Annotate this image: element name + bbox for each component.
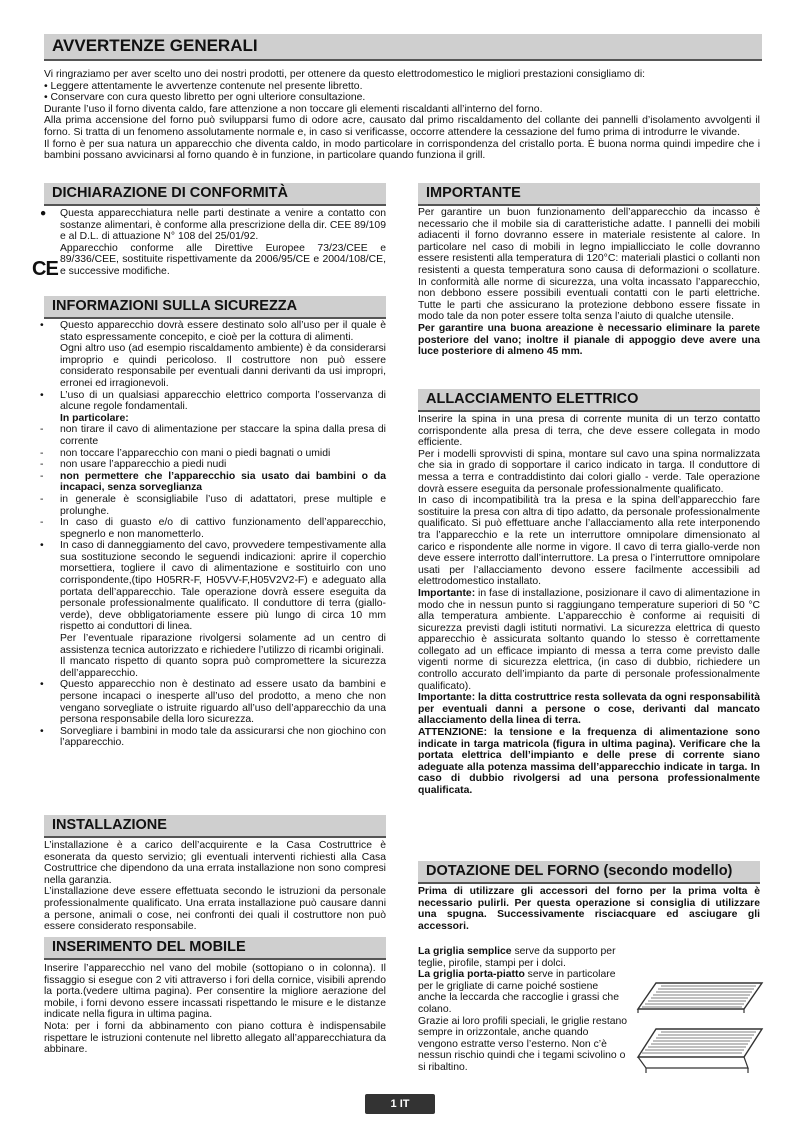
bullet-mark: • (40, 320, 44, 331)
allacciamento-paragraph: Importante: la ditta costruttrice resta sollevata da ogni responsabilità per eventuali danni a persone o cose, derivanti dal mancato allacciamento della linea di terra. (418, 692, 760, 727)
section-heading-sicurezza: INFORMAZIONI SULLA SICUREZZA (44, 296, 386, 319)
griglia-label: La griglia semplice (418, 946, 512, 957)
intro-line: • Leggere attentamente le avvertenze contenute nel presente libretto. (44, 80, 363, 92)
intro-line: • Conservare con cura questo libretto per ogni ulteriore consultazione. (44, 92, 366, 104)
sicurezza-item: Questo apparecchio dovrà essere destinato solo all’uso per il quale è stato espressamente concepito, e cioè per la cottura di alimenti. (60, 320, 386, 343)
importante-paragraph: Per garantire una buona areazione è necessario eliminare la parete posteriore del vano; inoltre il pianale di appoggio deve avere una luce posteriore di almeno 45 mm. (418, 322, 760, 358)
dotazione-intro (418, 886, 760, 932)
page-title: AVVERTENZE GENERALI (44, 34, 762, 61)
dotazione-paragraph: Prima di utilizzare gli accessori del forno per la prima volta è necessario pulirli. Per questa operazione si consiglia di utilizzare una spugna. Successivamente risciacquare ed asciugare gli accessori. (418, 886, 760, 932)
importante-text (418, 207, 760, 358)
conformita-paragraph: Questa apparecchiatura nelle parti destinate a venire a contatto con sostanze alimentari, è conforme alla prescrizione della dir. CEE 89/109 e al D.L. di attuazione N° 108 del 25/01/92. (60, 208, 386, 243)
griglia-label: La griglia porta-piatto (418, 969, 525, 981)
sicurezza-item: Per l’eventuale riparazione rivolgersi solamente ad un centro di assistenza tecnica autorizzato e richiedere l’utilizzo di ricambi originali. (60, 633, 386, 656)
griglia-text: serve in particolare per le grigliate di carne poiché sostiene anche la leccarda che raccoglie i grassi che colano. (418, 969, 619, 1015)
intro-line: Alla prima accensione del forno può svilupparsi fumo di odore acre, causato dal primo riscaldamento del collante dei pannelli d’isolamento avvolgenti il forno. Si tratta di un fenomeno assolutamente normale e, in caso si verificasse, occorre attendere la cessazione del fumo prima di introdurre le vivande. (44, 115, 760, 138)
sicurezza-item: Ogni altro uso (ad esempio riscaldamento ambiente) è da considerarsi improprio e quindi pericoloso. Il costruttore non può essere considerato responsabile per eventuali danni derivanti da usi impropri, erronei ed irragionevoli. (60, 343, 386, 389)
section-heading-conformita: DICHIARAZIONE DI CONFORMITÀ (44, 183, 386, 206)
allacciamento-paragraph: in fase di installazione, posizionare il cavo di alimentazione in modo che in nessun punto si raggiungano temperature superiori di 50 °C alla temperatura ambiente. L’apparecchio è conforme ai requisiti di sicurezza previsti dagli istituti normativi. La sicurezza elettrica di questo apparecchio è assicurata soltanto quando lo stesso è correttamente collegato ad un efficace impianto di messa a terra come previsto dalle vigenti norme di sicurezza elettrica, (in caso di dubbio, richiedere un controllo accurato dell’impianto da parte di personale professionalmente qualificato). (418, 587, 760, 692)
sicurezza-item: in generale è sconsigliabile l’uso di adattatori, prese multiple e prolunghe. (60, 493, 386, 517)
sicurezza-item: Il mancato rispetto di quanto sopra può compromettere la sicurezza dell’apparecchio. (60, 656, 386, 679)
mobile-paragraph: Nota: per i forni da abbinamento con piano cottura è indispensabile rispettare le istruzioni contenute nel libretto allegato all’apparecchiatura da abbinare. (44, 1020, 386, 1056)
sicurezza-item: In caso di danneggiamento del cavo, provvedere tempestivamente alla sua sostituzione secondo le seguendi indicazioni: aprire il coperchio morsettiera, togliere il cavo di alimentazione e sostituirlo con uno corrispondente,(tipo H05RR-F, H05VV-F,H05V2V2-F) e adeguato alla portata dell’apparecchio. Tale operazione dovrà essere eseguita da personale professionalmente qualificato. Il conduttore di terra (giallo-verde), deve obbligatoriamente essere più lungo di circa 10 mm rispetto ai conduttori di linea. (60, 540, 386, 633)
bullet-mark: ● (40, 208, 47, 219)
conformita-paragraph: Apparecchio conforme alle Direttive Europee 73/23/CEE e 89/336/CEE, sostituite rispettivamente da 2006/95/CE e 2004/108/CE, e successive modifiche. (60, 242, 386, 277)
bullet-mark: • (40, 679, 44, 691)
section-heading-importante: IMPORTANTE (418, 183, 760, 206)
allacciamento-paragraph: Per i modelli sprovvisti di spina, montare sul cavo una spina normalizzata che sia in grado di sopportare il carico indicato in targa. Il conduttore di messa a terra e contraddistinto dai colori giallo - verde. Tale operazione dovrà essere eseguita da personale professionalmente qualificato. (418, 448, 760, 495)
intro-line: Vi ringraziamo per aver scelto uno dei nostri prodotti, per ottenere da questo elettrodomestico le migliori prestazioni consigliamo di: (44, 69, 646, 80)
sicurezza-item: L’uso di un qualsiasi apparecchio elettrico comporta l’osservanza di alcune regole fondamentali. (60, 389, 386, 413)
bullet-mark: • (40, 725, 44, 737)
griglia-text: Grazie ai loro profili speciali, le griglie restano sempre in orizzontale, anche quando vengono estratte verso l’esterno. Non c’è nessun rischio quindi che i tegami scivolino o si ribaltino. (418, 1015, 628, 1073)
intro-line: Il forno è per sua natura un apparecchio che diventa caldo, in modo particolare in corrispondenza del cristallo porta. È buona norma quindi impedire che i bambini possano avvicinarsi al forno quando è in funzione, in particolare quando funziona il grill. (44, 138, 760, 162)
ce-mark-icon: CE (32, 258, 58, 280)
intro-line: Durante l’uso il forno diventa caldo, fare attenzione a non toccare gli elementi riscaldanti all’interno del forno. (44, 103, 543, 115)
dash-mark: - (40, 470, 44, 482)
sicurezza-item: In caso di guasto e/o di cattivo funzionamento dell’apparecchio, spegnerlo e non manometterlo. (60, 517, 386, 540)
allacciamento-paragraph: Inserire la spina in una presa di corrente munita di un terzo contatto corrispondente alla presa di terra, che deve essere collegata in modo efficiente. (418, 414, 760, 449)
conformita-text (40, 208, 386, 278)
plate-holder-grill-icon (636, 1026, 764, 1076)
section-heading-allacciamento: ALLACCIAMENTO ELETTRICO (418, 389, 760, 412)
sicurezza-item: non toccare l’apparecchio con mani o piedi bagnati o umidi (60, 447, 331, 459)
allacciamento-paragraph: In caso di incompatibilità tra la presa e la spina dell’apparecchio fare sostituire la presa con altra di tipo adatto, da personale professionalmente qualificato. Si può effettuare anche l’allacciamento alla rete interponendo tra l’apparecchio e la rete un interruttore omnipolare dimensionato al carico e rispondente alle norme in vigore. Il cavo di terra giallo-verde non deve essere interrotto dall’interruttore. La presa o l’interruttore omnipolare usati per l’allacciamento devono essere facilmente accessibili ad elettrodomestico installato. (418, 495, 760, 588)
sicurezza-item: In particolare: (60, 412, 129, 424)
installazione-text (44, 840, 386, 933)
sicurezza-item: non permettere che l’apparecchio sia usato dai bambini o da incapaci, senza sorveglianza (60, 470, 386, 494)
mobile-text (44, 963, 386, 1056)
allacciamento-label: Importante: (418, 587, 476, 599)
dash-mark: - (40, 459, 44, 471)
bullet-mark: • (40, 389, 44, 401)
section-heading-dotazione: DOTAZIONE DEL FORNO (secondo modello) (418, 861, 760, 884)
sicurezza-item: Questo apparecchio non è destinato ad essere usato da bambini e persone incapaci o inesperte all’uso del prodotto, a meno che non vengano sorvegliate o istruite riguardo all’uso dell’apparecchio da una persona responsabile della loro sicurezza. (60, 679, 386, 726)
griglia-text: serve da supporto per teglie, pirofile, stampi per i dolci. (418, 946, 616, 969)
dash-mark: - (40, 447, 44, 459)
intro-text (44, 69, 760, 162)
allacciamento-text (418, 414, 760, 797)
sicurezza-item: non tirare il cavo di alimentazione per staccare la spina dalla presa di corrente (60, 424, 386, 447)
simple-grill-icon (636, 980, 764, 1016)
importante-paragraph: Per garantire un buon funzionamento dell’apparecchio da incasso è necessario che il mobile sia di caratteristiche adatte. I pannelli dei mobili adiacenti il forno dovranno essere in materiale resistente al calore. In particolare nel caso di mobili in legno impiallicciato le colle dovranno essere resistenti alla temperatura di 120°C: materiali plastici o collanti non resistenti a questa temperatura sono causa di deformazioni o scollature. In conformità alle norme di sicurezza, una volta incassato l’apparecchio, non debbono essere possibili eventuali contatti con le parti elettriche. Tutte le parti che assicurano la protezione debbono essere fissate in modo tale da non poter essere tolta senza l’aiuto di qualche utensile. (418, 207, 760, 323)
mobile-paragraph: Inserire l’apparecchio nel vano del mobile (sottopiano o in colonna). Il fissaggio si esegue con 2 viti attraverso i fori della cornice, visibili aprendo la porta.(vedere ultima pagina). Per consentire la migliore aerazione del mobile, i forni devono essere incassati rispettando le misure e le distanze indicate nella figura in ultima pagina. (44, 963, 386, 1021)
dash-mark: - (40, 424, 44, 436)
section-heading-mobile: INSERIMENTO DEL MOBILE (44, 937, 386, 960)
allacciamento-paragraph: ATTENZIONE: la tensione e la frequenza di alimentazione sono indicate in targa matricola (figura in ultima pagina). Verificare che la portata elettrica dell’impianto e delle prese di corrente siano adeguate alla potenza massima dell’apparecchio indicate in targa. In caso di dubbio rivolgersi ad una persona professionalmente qualificata. (418, 727, 760, 796)
dash-mark: - (40, 517, 44, 529)
sicurezza-text (40, 320, 386, 749)
dotazione-griglie (418, 946, 628, 1074)
page-number: 1 IT (365, 1094, 435, 1114)
installazione-paragraph: L’installazione deve essere effettuata secondo le istruzioni da personale professionalmente qualificato. Una errata installazione può causare danni a persone, animali o cose, nei confronti dei quali il costruttore non può essere considerato responsabile. (44, 886, 386, 933)
bullet-mark: • (40, 540, 44, 552)
sicurezza-item: non usare l’apparecchio a piedi nudi (60, 459, 227, 471)
installazione-paragraph: L’installazione è a carico dell’acquirente e la Casa Costruttrice è esonerata da questo servizio; gli eventuali interventi richiesti alla Casa Costruttrice che dipendono da una errata installazione non sono compresi nella garanzia. (44, 840, 386, 886)
section-heading-installazione: INSTALLAZIONE (44, 815, 386, 838)
sicurezza-item: Sorvegliare i bambini in modo tale da assicurarsi che non giochino con l’apparecchio. (60, 725, 386, 749)
dash-mark: - (40, 493, 44, 505)
